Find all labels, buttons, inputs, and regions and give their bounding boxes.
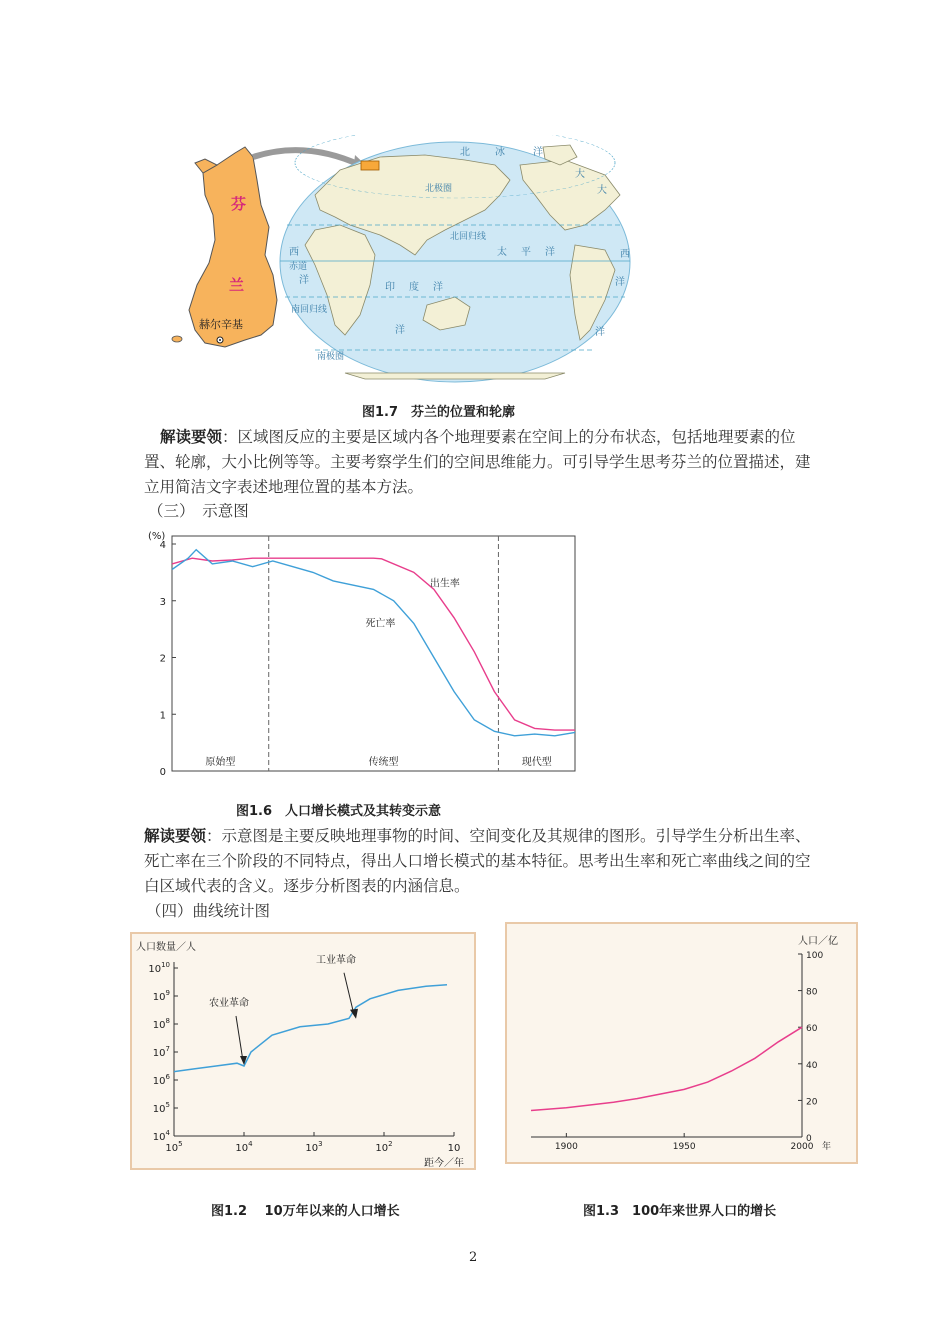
paragraph-1-text: ：区域图反应的主要是区域内各个地理要素在空间上的分布状态，包括地理要素的位置、轮廓，大小比例等等。主要考察学生们的空间思维能力。可引导学生思考芬兰的位置描述，建立用简洁文字表述地理位置的基本方法。 — [144, 428, 811, 496]
y-tick-label: 3 — [159, 596, 166, 608]
svg-text:洋: 洋 — [533, 147, 543, 158]
y-tick-label: 1 — [159, 710, 166, 722]
finland-shape — [189, 147, 277, 347]
paragraph-2-lead: 解读要领 — [144, 826, 207, 845]
series-line-birth-rate — [172, 558, 575, 730]
y-tick-label: 2 — [159, 653, 166, 665]
map-svg — [165, 135, 645, 390]
svg-text:洋: 洋 — [395, 325, 405, 336]
svg-text:太: 太 — [497, 247, 507, 258]
svg-text:印: 印 — [385, 282, 395, 293]
paragraph-2 — [144, 823, 812, 899]
svg-text:洋: 洋 — [615, 277, 625, 288]
svg-text:大: 大 — [597, 185, 607, 196]
y-tick-label: $10^{10}$ — [148, 961, 170, 975]
population-log-chart-svg — [132, 934, 474, 1168]
y-tick-label: $10^7$ — [152, 1045, 170, 1059]
x-tick-label: 2000 — [790, 1142, 814, 1152]
series-line-death-rate — [172, 550, 575, 736]
svg-text:洋: 洋 — [545, 247, 555, 258]
svg-text:洋: 洋 — [595, 327, 605, 338]
phase-label: 现代型 — [521, 757, 552, 768]
pointer-arrow — [253, 150, 360, 165]
y-axis-label: 人口／亿 — [798, 936, 838, 947]
svg-text:西: 西 — [620, 249, 630, 260]
x-tick-label: $10^2$ — [375, 1140, 393, 1154]
svg-text:赤道: 赤道 — [289, 262, 308, 272]
svg-text:洋: 洋 — [433, 282, 443, 293]
page-number: 2 — [469, 1250, 478, 1265]
phase-label: 传统型 — [368, 757, 399, 768]
y-tick-label: $10^6$ — [152, 1073, 170, 1087]
svg-text:大: 大 — [575, 169, 585, 180]
finland-label-2: 兰 — [229, 276, 245, 294]
x-axis-label: 距今／年 — [424, 1158, 464, 1168]
paragraph-1-lead: 解读要领 — [160, 427, 223, 446]
svg-text:北回归线: 北回归线 — [450, 232, 487, 242]
svg-text:平: 平 — [521, 247, 531, 258]
population-100y-chart — [505, 922, 858, 1164]
x-tick-label: $10^3$ — [305, 1140, 323, 1154]
y-tick-label: 20 — [806, 1097, 818, 1108]
y-tick-label: 4 — [159, 540, 166, 551]
y-tick-label: 100 — [806, 951, 824, 961]
svg-text:北极圈: 北极圈 — [425, 184, 453, 194]
x-tick-label: 1950 — [672, 1142, 696, 1152]
series-label-birth-rate: 出生率 — [429, 578, 460, 590]
svg-text:洋: 洋 — [299, 275, 309, 286]
svg-text:南回归线: 南回归线 — [291, 305, 328, 315]
population-100y-chart-svg — [507, 924, 856, 1162]
svg-text:北: 北 — [460, 147, 470, 158]
x-tick-label: 10 — [447, 1143, 461, 1154]
figure-1-3-caption: 图1.3 100年来世界人口的增长 — [583, 1204, 777, 1219]
paragraph-1 — [144, 424, 812, 500]
heading-3: （三） 示意图 — [148, 502, 249, 520]
annotation-arrow-2 — [344, 973, 354, 1015]
finland-label-1: 芬 — [231, 195, 247, 213]
figure-1-7-caption: 图1.7 芬兰的位置和轮廓 — [362, 405, 516, 420]
x-axis-label: 年 — [822, 1142, 832, 1152]
x-tick-label: $10^5$ — [165, 1140, 183, 1154]
y-axis-label: (%) — [148, 531, 166, 542]
annotation-agricultural-revolution: 农业革命 — [209, 998, 249, 1009]
figure-1-2-caption: 图1.2 10万年以来的人口增长 — [211, 1204, 400, 1219]
rates-chart-svg — [140, 528, 580, 778]
figure-1-6-caption: 图1.6 人口增长模式及其转变示意 — [236, 804, 442, 819]
capital-label: 赫尔辛基 — [199, 318, 243, 331]
finland-highlight — [361, 161, 379, 170]
svg-text:南极圈: 南极圈 — [317, 352, 345, 362]
y-tick-label: 40 — [806, 1060, 818, 1071]
annotation-arrow-1 — [236, 1016, 243, 1061]
population-line — [531, 1027, 802, 1110]
y-tick-label: $10^9$ — [152, 989, 170, 1003]
y-tick-label: $10^8$ — [152, 1017, 170, 1031]
population-log-chart — [130, 932, 476, 1170]
y-tick-label: 60 — [806, 1024, 818, 1035]
svg-text:西: 西 — [289, 247, 299, 258]
x-tick-label: 1900 — [554, 1142, 578, 1152]
svg-text:度: 度 — [409, 282, 419, 293]
finland-map-figure — [165, 135, 645, 390]
x-tick-label: $10^4$ — [235, 1140, 253, 1154]
annotation-industrial-revolution: 工业革命 — [316, 954, 356, 966]
y-tick-label: $10^5$ — [152, 1101, 170, 1115]
phase-label: 原始型 — [205, 757, 236, 768]
y-tick-label: 0 — [806, 1134, 812, 1144]
y-tick-label: 0 — [159, 767, 166, 778]
y-tick-label: 80 — [806, 987, 818, 998]
y-tick-label: $10^4$ — [152, 1129, 170, 1143]
svg-text:冰: 冰 — [495, 147, 505, 158]
y-axis-label: 人口数量／人 — [136, 942, 196, 953]
series-label-death-rate: 死亡率 — [365, 618, 396, 630]
heading-4: （四）曲线统计图 — [146, 902, 271, 920]
paragraph-2-text: ：示意图是主要反映地理事物的时间、空间变化及其规律的图形。引导学生分析出生率、死亡率在三个阶段的不同特点，得出人口增长模式的基本特征。思考出生率和死亡率曲线之间的空白区域代表的含义。逐步分析图表的内涵信息。 — [144, 827, 811, 895]
aland-island — [172, 336, 182, 342]
rates-chart — [140, 528, 580, 778]
